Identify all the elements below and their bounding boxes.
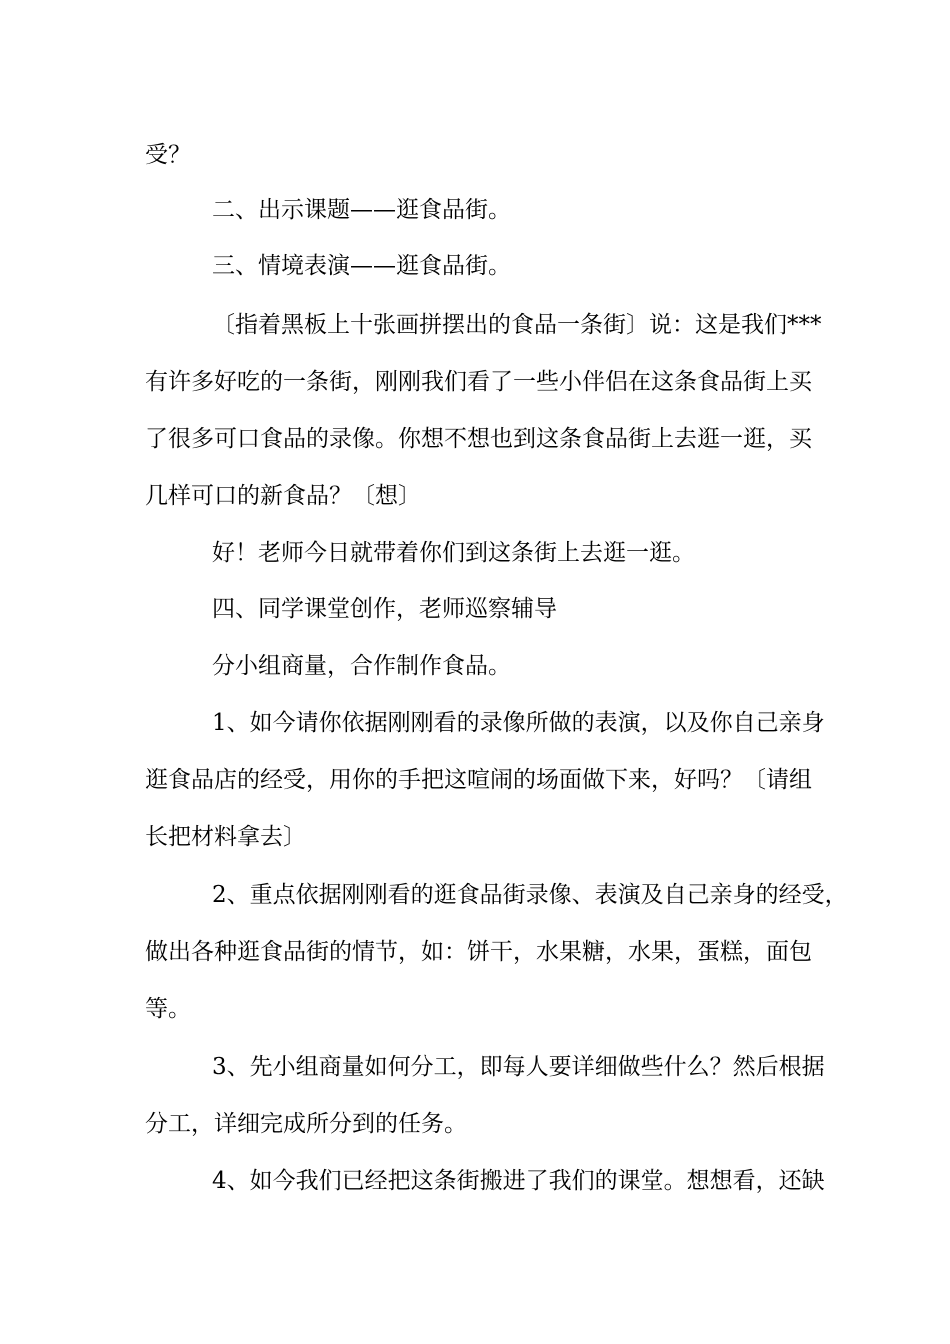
text-line: 好！老师今日就带着你们到这条街上去逛一逛。	[212, 540, 695, 566]
text-line: 分小组商量，合作制作食品。	[212, 653, 511, 679]
text-line: 做出各种逛食品街的情节，如：饼干，水果糖，水果，蛋糕，面包	[145, 939, 812, 965]
section-heading: 三、情境表演——逛食品街。	[212, 253, 511, 279]
text-line: 了很多可口食品的录像。你想不想也到这条食品街上去逛一逛，买	[145, 426, 812, 452]
list-item: 2、重点依据刚刚看的逛食品街录像、表演及自己亲身的经受，	[212, 882, 848, 908]
text-line: 长把材料拿去〕	[145, 824, 306, 850]
text-line: 几样可口的新食品？〔想〕	[145, 483, 421, 509]
section-heading: 二、出示课题——逛食品街。	[212, 197, 511, 223]
text-line: 逛食品店的经受，用你的手把这喧闹的场面做下来，好吗？〔请组	[145, 767, 812, 793]
list-item: 1、如今请你依据刚刚看的录像所做的表演，以及你自己亲身	[212, 710, 825, 736]
section-heading: 四、同学课堂创作，老师巡察辅导	[212, 596, 557, 622]
text-line: 有许多好吃的一条街，刚刚我们看了一些小伴侣在这条食品街上买	[145, 369, 812, 395]
text-line: 分工，详细完成所分到的任务。	[145, 1111, 467, 1137]
text-line: 受？	[145, 142, 191, 168]
text-line: 〔指着黑板上十张画拼摆出的食品一条街〕说：这是我们***	[212, 312, 822, 338]
list-item: 4、如今我们已经把这条街搬进了我们的课堂。想想看，还缺	[212, 1168, 825, 1194]
text-line: 等。	[145, 996, 191, 1022]
list-item: 3、先小组商量如何分工，即每人要详细做些什么？然后根据	[212, 1054, 825, 1080]
